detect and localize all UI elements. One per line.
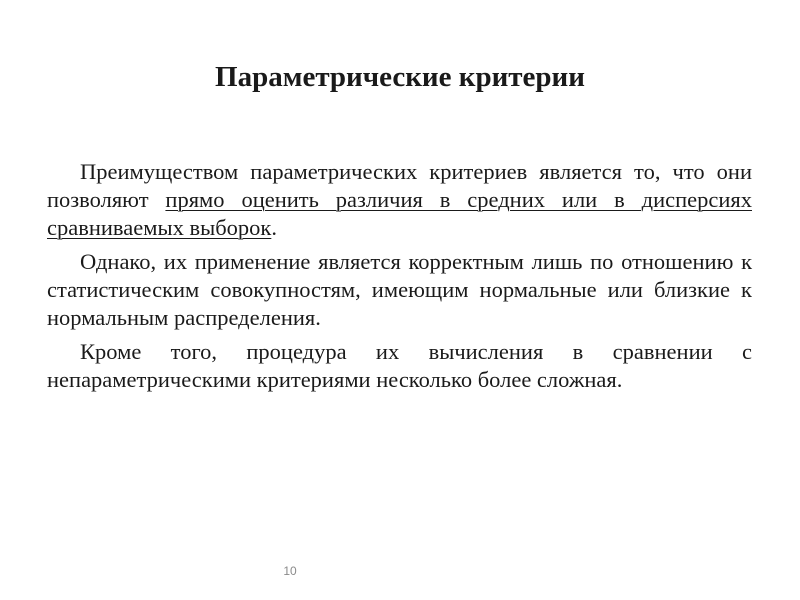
paragraph-advantages-emphasis: прямо оценить различия в средних или в дисперсиях сравниваемых выборок (47, 187, 752, 240)
slide-body (47, 158, 752, 400)
paragraph-complexity: Кроме того, процедура их вычисления в сравнении с непараметрическими критериями несколько более сложная. (47, 339, 752, 392)
paragraph-advantages-lead: Преимуществом параметрических критериев является то, что они позволяют (47, 159, 752, 212)
paragraph-advantages-end: . (271, 215, 277, 240)
paragraph-applicability: Однако, их применение является корректным лишь по отношению к статистическим совокупностям, имеющим нормальные или близкие к нормальным распределения. (47, 249, 752, 330)
page-number: 10 (283, 564, 297, 578)
slide-title: Параметрические критерии (215, 61, 585, 93)
paragraph-advantages (47, 158, 752, 242)
